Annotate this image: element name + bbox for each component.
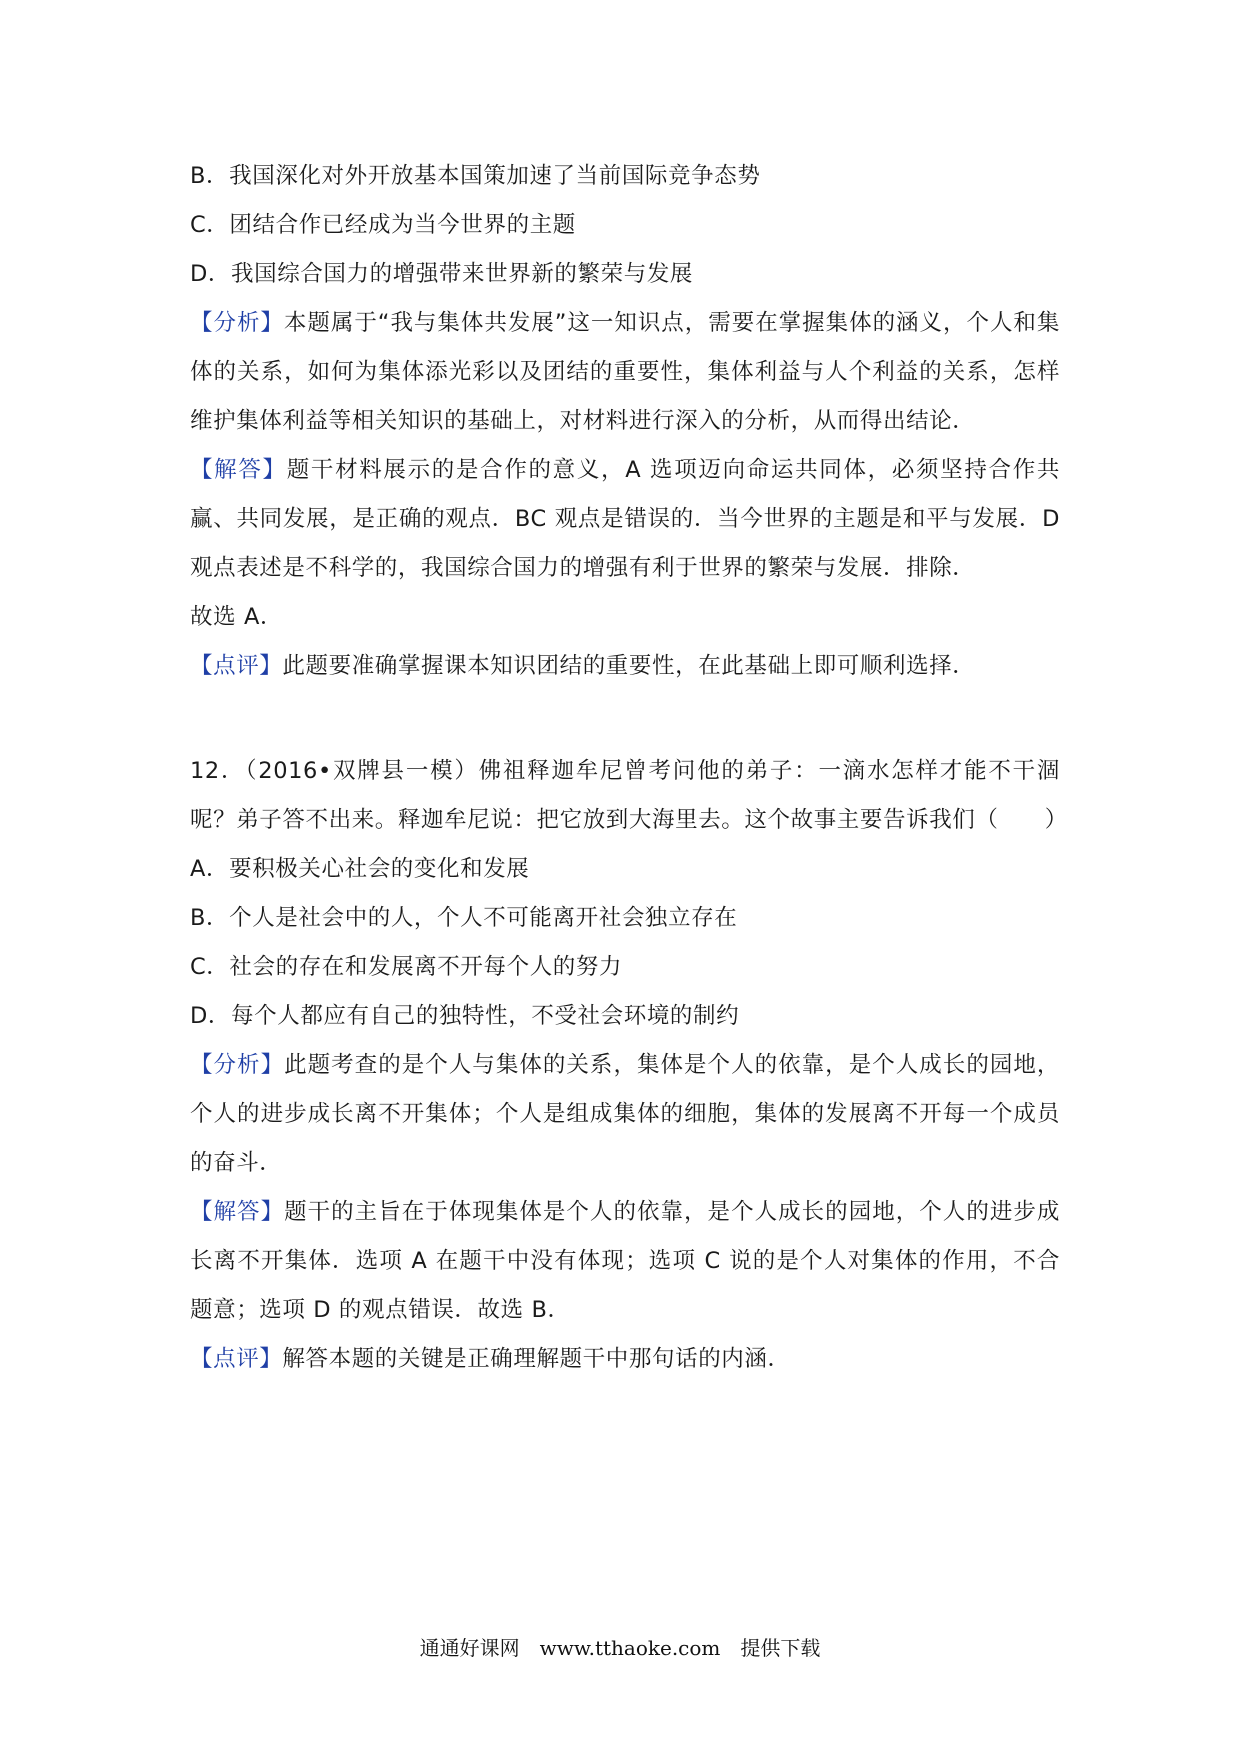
q11-analysis — [190, 299, 1060, 446]
q12-option-d: D．每个人都应有自己的独特性，不受社会环境的制约 — [190, 1003, 740, 1029]
q12-analysis-text: 此题考查的是个人与集体的关系，集体是个人的依靠，是个人成长的园地，个人的进步成长离不开集体；个人是组成集体的细胞，集体的发展离不开每一个成员的奋斗． — [190, 1052, 1060, 1176]
q11-answer — [190, 446, 1060, 593]
q11-analysis-tag: 【分析】 — [190, 310, 284, 336]
q12-answer-text: 题干的主旨在于体现集体是个人的依靠，是个人成长的园地，个人的进步成长离不开集体．选项 A 在题干中没有体现；选项 C 说的是个人对集体的作用，不合题意；选项 D 的观点错误．故选 B． — [190, 1199, 1060, 1323]
q12-answer — [190, 1188, 1060, 1335]
q11-comment-text: 此题要准确掌握课本知识团结的重要性，在此基础上即可顺利选择． — [282, 653, 976, 679]
q12-option-c: C．社会的存在和发展离不开每个人的努力 — [190, 954, 623, 980]
q12-comment — [190, 1335, 1060, 1384]
q11-option-b: B．我国深化对外开放基本国策加速了当前国际竞争态势 — [190, 163, 761, 189]
q12-answer-tag: 【解答】 — [190, 1199, 285, 1225]
q11-answer-text: 题干材料展示的是合作的意义，A 选项迈向命运共同体，必须坚持合作共赢、共同发展，是正确的观点．BC 观点是错误的．当今世界的主题是和平与发展．D 观点表述是不科学的，我国综合国力的增强有利于世界的繁荣与发展．排除． — [190, 457, 1060, 581]
q11-option-d: D．我国综合国力的增强带来世界新的繁荣与发展 — [190, 261, 694, 287]
q11-comment — [190, 642, 1060, 691]
q12-analysis-tag: 【分析】 — [190, 1052, 285, 1078]
q12-option-b: B．个人是社会中的人，个人不可能离开社会独立存在 — [190, 905, 738, 931]
q12-stem: 12．（2016•双牌县一模）佛祖释迦牟尼曾考问他的弟子：一滴水怎样才能不干涸呢？弟子答不出来。释迦牟尼说：把它放到大海里去。这个故事主要告诉我们（ ） — [190, 758, 1068, 833]
q11-analysis-text: 本题属于“我与集体共发展”这一知识点，需要在掌握集体的涵义，个人和集体的关系，如何为集体添光彩以及团结的重要性，集体利益与人个利益的关系，怎样维护集体利益等相关知识的基础上，对材料进行深入的分析，从而得出结论． — [190, 310, 1060, 434]
q11-choice: 故选 A． — [190, 604, 284, 630]
page-footer: 通通好课网 www.tthaoke.com 提供下载 — [419, 1636, 821, 1660]
q12-analysis — [190, 1041, 1060, 1188]
q12-comment-text: 解答本题的关键是正确理解题干中那句话的内涵． — [282, 1346, 791, 1372]
q11-answer-tag: 【解答】 — [190, 457, 287, 483]
question-spacer — [190, 691, 1060, 747]
q11-option-c: C．团结合作已经成为当今世界的主题 — [190, 212, 576, 238]
q12-option-a: A．要积极关心社会的变化和发展 — [190, 856, 530, 882]
document-body — [190, 152, 1068, 1384]
q11-comment-tag: 【点评】 — [190, 653, 283, 679]
q12-comment-tag: 【点评】 — [190, 1346, 283, 1372]
